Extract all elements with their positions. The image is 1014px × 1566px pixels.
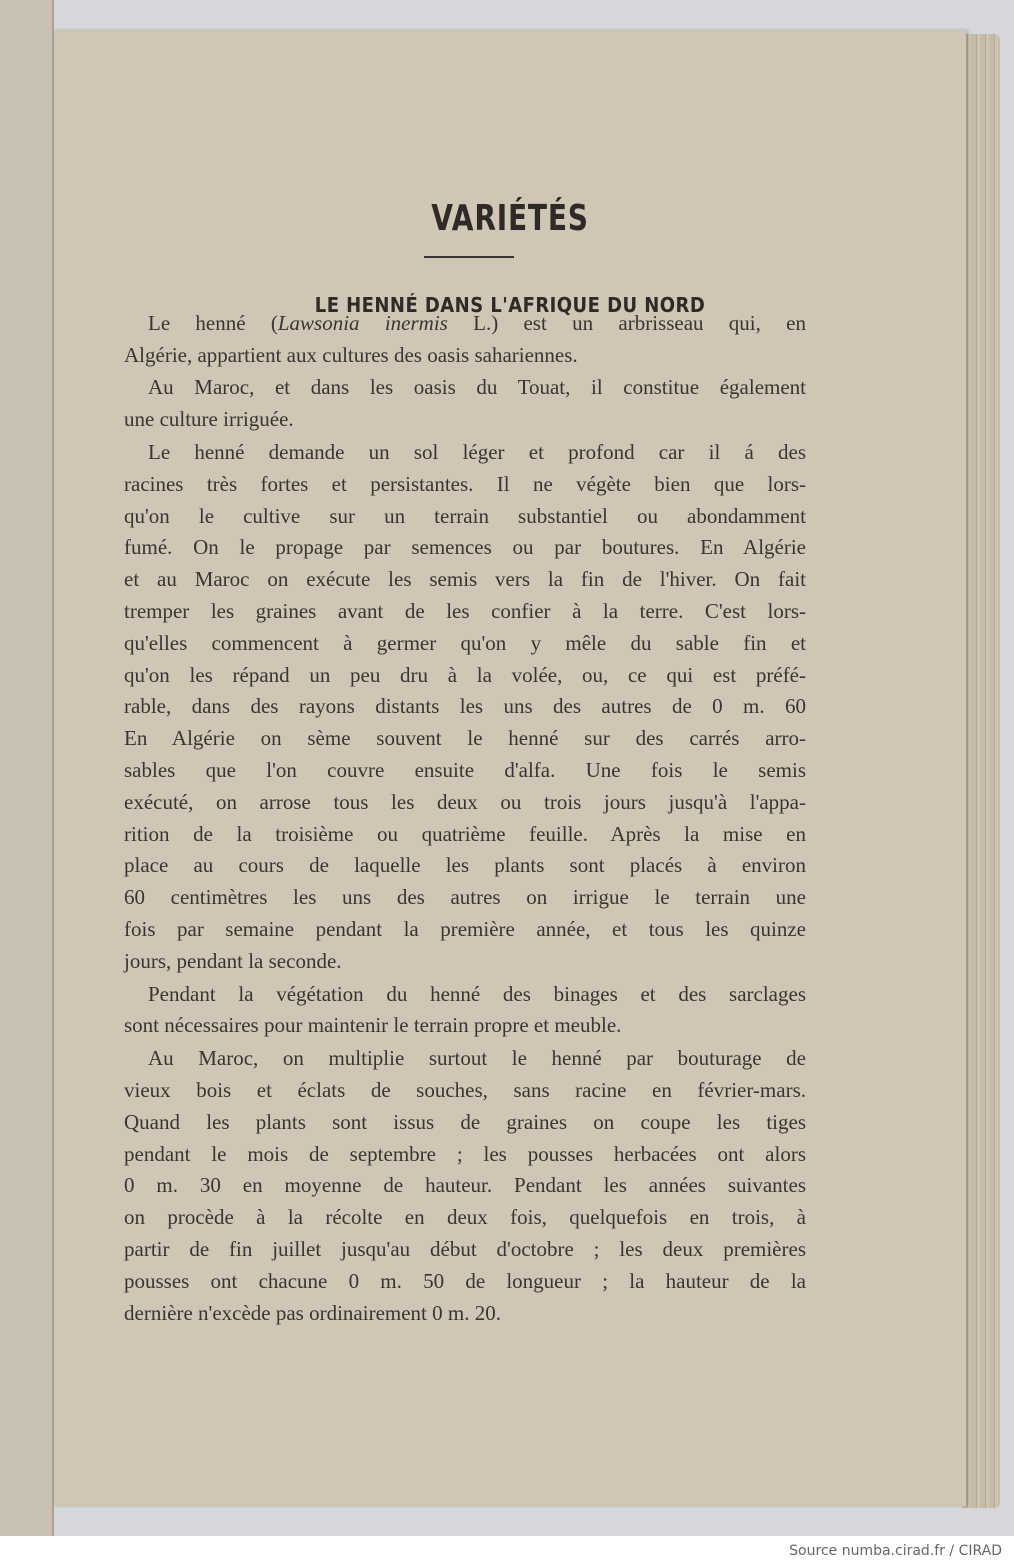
page-title: VARIÉTÉS xyxy=(431,198,589,239)
text-line: jours, pendant la seconde. xyxy=(124,948,342,973)
text-line: Au Maroc, on multiplie surtout le henné par bouturage de xyxy=(148,1046,806,1071)
text-line: sont nécessaires pour maintenir le terrain propre et meuble. xyxy=(124,1013,622,1038)
text-line: 60 centimètres les uns des autres on irrigue le terrain une xyxy=(124,885,806,910)
text-line: on procède à la récolte en deux fois, quelquefois en trois, à xyxy=(124,1205,806,1230)
text-line: Pendant la végétation du henné des binages et des sarclages xyxy=(148,981,806,1006)
text-line: rition de la troisième ou quatrième feuille. Après la mise en xyxy=(124,821,806,846)
text-line: Algérie, appartient aux cultures des oasis sahariennes. xyxy=(124,342,578,367)
text-line: partir de fin juillet jusqu'au début d'octobre ; les deux premières xyxy=(124,1237,806,1261)
text-line: 0 m. 30 en moyenne de hauteur. Pendant les années suivantes xyxy=(124,1173,806,1198)
text-line: pousses ont chacune 0 m. 50 de longueur ; la hauteur de la xyxy=(124,1268,806,1293)
text-line: racines très fortes et persistantes. Il ne végète bien que lors- xyxy=(124,471,806,496)
text-line: fumé. On le propage par semences ou par boutures. En Algérie xyxy=(124,535,806,560)
text-line: Au Maroc, et dans les oasis du Touat, il constitue également xyxy=(148,375,806,400)
article-heading: LE HENNÉ DANS L'AFRIQUE DU NORD xyxy=(314,293,706,317)
text-line: qu'elles commencent à germer qu'on y mêle du sable fin et xyxy=(124,630,806,655)
text-line: vieux bois et éclats de souches, sans racine en février-mars. xyxy=(124,1078,806,1102)
text-line: Le henné demande un sol léger et profond car il á des xyxy=(148,440,806,464)
text-line: qu'on le cultive sur un terrain substantiel ou abondamment xyxy=(124,503,806,528)
text-line: sables que l'on couvre ensuite d'alfa. Une fois le semis xyxy=(124,758,806,782)
page-stack-edge xyxy=(962,34,1000,1508)
text-line: qu'on les répand un peu dru à la volée, ou, ce qui est préfé- xyxy=(124,662,806,687)
text-line: place au cours de laquelle les plants sont placés à environ xyxy=(124,853,806,878)
text-line: et au Maroc on exécute les semis vers la fin de l'hiver. On fait xyxy=(124,567,806,592)
text-line: pendant le mois de septembre ; les pousses herbacées ont alors xyxy=(124,1141,806,1166)
source-credit: Source numba.cirad.fr / CIRAD xyxy=(789,1543,1002,1559)
text-segment: L.) est un arbrisseau qui, en xyxy=(447,311,806,335)
facing-page-edge xyxy=(0,0,54,1536)
text-line: dernière n'excède pas ordinairement 0 m. 20. xyxy=(124,1300,501,1325)
text-line: une culture irriguée. xyxy=(124,407,294,432)
text-line: fois par semaine pendant la première année, et tous les quinze xyxy=(124,917,806,941)
text-segment: Le henné ( xyxy=(148,311,278,335)
species-name: Lawsonia inermis xyxy=(277,311,448,335)
text-line: Quand les plants sont issus de graines on coupe les tiges xyxy=(124,1109,806,1134)
text-line: exécuté, on arrose tous les deux ou trois jours jusqu'à l'appa- xyxy=(124,789,806,814)
text-line: rable, dans des rayons distants les uns des autres de 0 m. 60 xyxy=(124,694,806,719)
text-line xyxy=(124,308,806,338)
text-line: tremper les graines avant de les confier à la terre. C'est lors- xyxy=(124,599,806,623)
book-page xyxy=(54,30,966,1506)
text-line: En Algérie on sème souvent le henné sur des carrés arro- xyxy=(124,726,806,751)
title-divider xyxy=(424,256,514,258)
